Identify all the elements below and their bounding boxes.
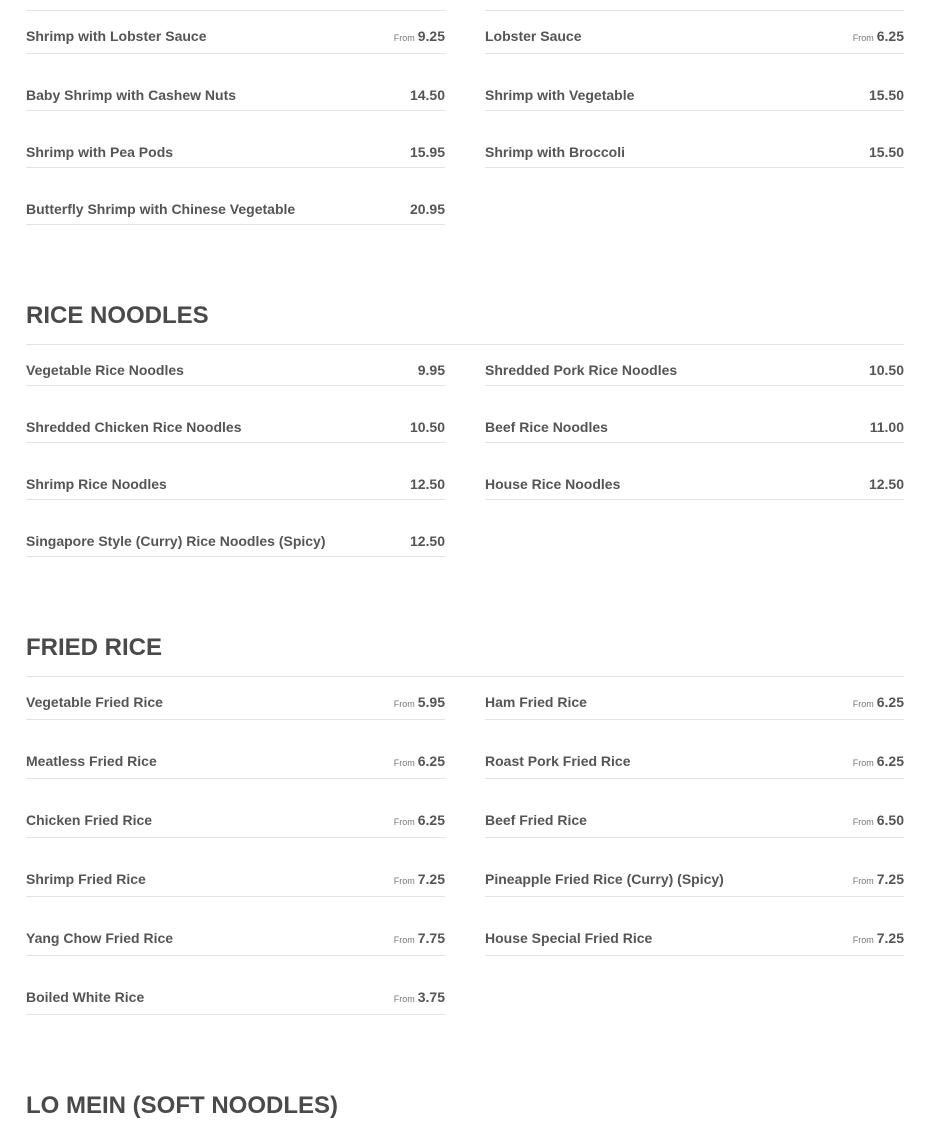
menu-item-price bbox=[853, 871, 904, 889]
price-value: 3.75 bbox=[417, 989, 445, 1005]
menu-item-name: Butterfly Shrimp with Chinese Vegetable bbox=[26, 201, 296, 217]
menu-item-price bbox=[394, 694, 445, 712]
menu-item-price bbox=[410, 201, 445, 217]
from-label: From bbox=[393, 758, 415, 768]
price-value: 6.25 bbox=[876, 753, 904, 769]
price-value: 7.25 bbox=[876, 871, 904, 887]
menu-item[interactable] bbox=[26, 419, 445, 443]
menu-item-name: Shrimp with Pea Pods bbox=[26, 144, 174, 160]
menu-item[interactable] bbox=[26, 812, 445, 838]
menu-item-name: Beef Fried Rice bbox=[485, 812, 587, 828]
menu-item-name: Shrimp with Broccoli bbox=[485, 144, 626, 160]
menu-item-price bbox=[853, 694, 904, 712]
menu-item[interactable] bbox=[485, 753, 904, 779]
menu-item[interactable] bbox=[26, 476, 445, 500]
price-value: 12.50 bbox=[409, 476, 445, 492]
price-value: 10.50 bbox=[868, 362, 904, 378]
menu-item-price bbox=[394, 871, 445, 889]
menu-item-name: Shredded Pork Rice Noodles bbox=[485, 362, 678, 378]
menu-item[interactable] bbox=[485, 362, 904, 386]
menu-item[interactable] bbox=[26, 201, 445, 225]
from-label: From bbox=[852, 758, 874, 768]
menu-item[interactable] bbox=[485, 87, 904, 111]
menu-item-price bbox=[870, 419, 904, 435]
menu-item-name: Baby Shrimp with Cashew Nuts bbox=[26, 87, 237, 103]
menu-item-name: Vegetable Fried Rice bbox=[26, 694, 163, 710]
menu-item-price bbox=[869, 476, 904, 492]
menu-item[interactable] bbox=[26, 694, 445, 720]
from-label: From bbox=[852, 935, 874, 945]
price-value: 6.25 bbox=[876, 28, 904, 44]
price-value: 6.25 bbox=[417, 812, 445, 828]
menu-item[interactable] bbox=[485, 694, 904, 720]
menu-item-name: Shrimp Rice Noodles bbox=[26, 476, 167, 492]
fried-rice-right-column bbox=[485, 694, 904, 989]
from-label: From bbox=[393, 876, 415, 886]
price-value: 10.50 bbox=[409, 419, 445, 435]
menu-item[interactable] bbox=[26, 753, 445, 779]
menu-item[interactable] bbox=[485, 930, 904, 956]
menu-item-name: Beef Rice Noodles bbox=[485, 419, 608, 435]
price-value: 15.95 bbox=[409, 144, 445, 160]
price-value: 11.00 bbox=[869, 419, 904, 435]
menu-item-price bbox=[869, 362, 904, 378]
price-value: 7.25 bbox=[876, 930, 904, 946]
price-value: 7.75 bbox=[417, 930, 445, 946]
menu-item-name: Yang Chow Fried Rice bbox=[26, 930, 174, 946]
top-rule-left bbox=[26, 10, 445, 11]
menu-item-name: Boiled White Rice bbox=[26, 989, 145, 1005]
menu-item-price bbox=[869, 144, 904, 160]
from-label: From bbox=[393, 33, 415, 43]
price-value: 14.50 bbox=[409, 87, 445, 103]
fried-rice-left-column bbox=[26, 694, 445, 1048]
from-label: From bbox=[852, 876, 874, 886]
menu-item-price bbox=[394, 812, 445, 830]
menu-item-name: Lobster Sauce bbox=[485, 28, 582, 44]
menu-item-price bbox=[853, 812, 904, 830]
price-value: 15.50 bbox=[868, 87, 904, 103]
price-value: 9.25 bbox=[417, 28, 445, 44]
price-value: 9.95 bbox=[417, 362, 445, 378]
price-value: 20.95 bbox=[409, 201, 445, 217]
section-rule-fried-rice bbox=[26, 676, 904, 677]
menu-item[interactable] bbox=[485, 871, 904, 897]
menu-item-price bbox=[418, 362, 445, 378]
menu-item-name: Shrimp with Vegetable bbox=[485, 87, 635, 103]
menu-item-name: Shredded Chicken Rice Noodles bbox=[26, 419, 242, 435]
menu-item-price bbox=[410, 476, 445, 492]
price-value: 6.25 bbox=[876, 694, 904, 710]
menu-item[interactable] bbox=[26, 28, 445, 54]
menu-item[interactable] bbox=[26, 989, 445, 1015]
from-label: From bbox=[852, 33, 874, 43]
menu-item[interactable] bbox=[26, 87, 445, 111]
section-title-rice-noodles: RICE NOODLES bbox=[26, 302, 209, 329]
price-value: 7.25 bbox=[417, 871, 445, 887]
menu-item[interactable] bbox=[26, 362, 445, 386]
price-value: 6.50 bbox=[876, 812, 904, 828]
menu-item[interactable] bbox=[485, 419, 904, 443]
menu-item-price bbox=[853, 28, 904, 46]
shrimp-left-column bbox=[26, 28, 445, 258]
menu-item-price bbox=[410, 419, 445, 435]
menu-item-price bbox=[410, 533, 445, 549]
price-value: 12.50 bbox=[868, 476, 904, 492]
menu-item-name: House Rice Noodles bbox=[485, 476, 621, 492]
menu-item-price bbox=[394, 753, 445, 771]
menu-item-name: Vegetable Rice Noodles bbox=[26, 362, 184, 378]
menu-item-price bbox=[394, 930, 445, 948]
from-label: From bbox=[393, 817, 415, 827]
section-title-fried-rice: FRIED RICE bbox=[26, 634, 163, 661]
rice-noodles-right-column bbox=[485, 362, 904, 533]
price-value: 5.95 bbox=[417, 694, 445, 710]
menu-item-price bbox=[853, 930, 904, 948]
menu-item-price bbox=[394, 28, 445, 46]
menu-item-price bbox=[410, 87, 445, 103]
price-value: 6.25 bbox=[417, 753, 445, 769]
shrimp-right-column bbox=[485, 28, 904, 201]
menu-item-name: Singapore Style (Curry) Rice Noodles (Spicy) bbox=[26, 533, 326, 549]
from-label: From bbox=[852, 699, 874, 709]
menu-item-name: House Special Fried Rice bbox=[485, 930, 653, 946]
menu-item[interactable] bbox=[485, 28, 904, 54]
section-title-lo-mein: LO MEIN (SOFT NOODLES) bbox=[26, 1092, 338, 1119]
rice-noodles-left-column bbox=[26, 362, 445, 590]
menu-item[interactable] bbox=[26, 871, 445, 897]
menu-item-price bbox=[853, 753, 904, 771]
from-label: From bbox=[393, 994, 415, 1004]
menu-item-name: Pineapple Fried Rice (Curry) (Spicy) bbox=[485, 871, 724, 887]
menu-item-name: Chicken Fried Rice bbox=[26, 812, 153, 828]
top-rule-right bbox=[485, 10, 904, 11]
menu-item[interactable] bbox=[485, 476, 904, 500]
menu-item-name: Shrimp with Lobster Sauce bbox=[26, 28, 207, 44]
menu-item-name: Meatless Fried Rice bbox=[26, 753, 157, 769]
menu-item-name: Ham Fried Rice bbox=[485, 694, 587, 710]
menu-item-name: Shrimp Fried Rice bbox=[26, 871, 146, 887]
menu-item[interactable] bbox=[485, 812, 904, 838]
from-label: From bbox=[852, 817, 874, 827]
price-value: 12.50 bbox=[409, 533, 445, 549]
section-rule-rice-noodles bbox=[26, 344, 904, 345]
menu-item-price bbox=[394, 989, 445, 1007]
from-label: From bbox=[393, 699, 415, 709]
menu-item[interactable] bbox=[26, 533, 445, 557]
menu-item-price bbox=[869, 87, 904, 103]
price-value: 15.50 bbox=[868, 144, 904, 160]
menu-item-price bbox=[410, 144, 445, 160]
menu-item[interactable] bbox=[485, 144, 904, 168]
menu-item[interactable] bbox=[26, 930, 445, 956]
menu-item[interactable] bbox=[26, 144, 445, 168]
menu-item-name: Roast Pork Fried Rice bbox=[485, 753, 631, 769]
from-label: From bbox=[393, 935, 415, 945]
